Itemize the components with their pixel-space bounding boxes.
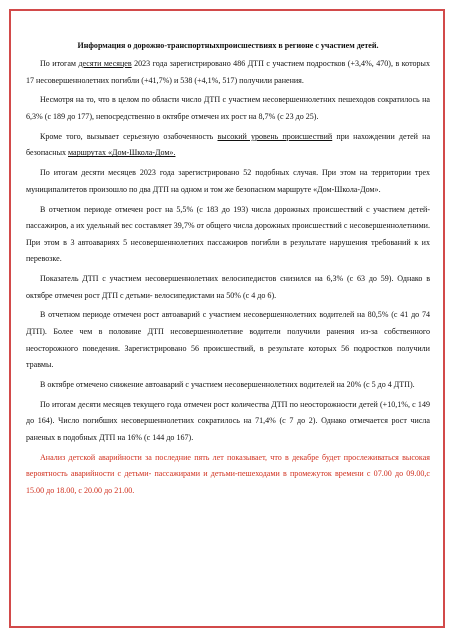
- paragraph-december-forecast: Анализ детской аварийности за последние пять лет показывает, что в декабре будет прослеживаться высокая вероятность аварийности с детьми- пассажирами и детьми-пешеходами в промежуток времени с 07.00 до 09.00,с 15.00 до 18.00, с 20.00 до 21.00.: [26, 452, 430, 495]
- p1-text-a: По итогам: [40, 59, 79, 68]
- paragraph-route-incidents: По итогам десяти месяцев 2023 года зарегистрировано 52 подобных случая. При этом на территории трех муниципалитетов произошло по два ДТП на одном и том же безопасном маршруте «Дом-Школа-Дом».: [26, 168, 430, 194]
- p1-underlined: десяти месяцев: [78, 59, 132, 68]
- paragraph-ten-months-summary: [26, 56, 430, 89]
- p3-text-b: при нахождении детей на безопасных: [26, 131, 431, 158]
- document-title: Информация о дорожно-транспортныхпроисшествиях в регионе с участием детей.: [77, 41, 379, 50]
- document-body: [26, 38, 430, 503]
- paragraph-minor-drivers: В отчетном периоде отмечен рост автоаварий с участием несовершеннолетних водителей на 80,5% (с 41 до 74 ДТП). Более чем в половине ДТП несовершеннолетние водители получили ранения из-за собственного неосторожного поведения. Зарегистрировано 56 происшествий, в результате которых 56 подростков получили травмы.: [26, 310, 430, 370]
- paragraph-passengers: В отчетном периоде отмечен рост на 5,5% (с 183 до 193) числа дорожных происшествий с участием детей-пассажиров, а их удельный вес составляет 39,7% от общего числа дорожных происшествий с несовершеннолетними. При этом в 3 автоавариях 5 несовершеннолетних пассажиров погибли в результате нарушения требований к их перевозке.: [26, 204, 430, 264]
- p3-text-a: Кроме того, вызывает серьезную озабоченность: [40, 131, 218, 141]
- p3-underlined-1: высокий уровень происшествий: [217, 131, 333, 141]
- paragraph-child-carelessness: По итогам десяти месяцев текущего года отмечен рост количества ДТП по неосторожности детей (+10,1%, с 149 до 164). Число погибших несовершеннолетних сократилось на 71,4% (с 7 до 2). Однако отмечается рост числа раненых в подобных ДТП на 16% (с 144 до 167).: [26, 399, 430, 442]
- paragraph-pedestrians: Несмотря на то, что в целом по области число ДТП с участием несовершеннолетних пешеходов сократилось на 6,3% (с 189 до 177), непосредственно в октябре отмечен их рост на 8,7% (с 23 до 25).: [26, 95, 430, 121]
- paragraph-cyclists: Показатель ДТП с участием несовершеннолетних велосипедистов снизился на 6,3% (с 63 до 59). Однако в октябре отмечен рост ДТП с детьми- велосипедистами на 50% (с 4 до 6).: [26, 274, 430, 300]
- p3-underlined-2: маршрутах «Дом-Школа-Дом».: [68, 148, 176, 158]
- p1-text-b: 2023 года зарегистрировано 486 ДТП с участием подростков (+3,4%, 470), в которых 17 несовершеннолетних погибли (+41,7%) и 538 (+4,1%, 517) получили ранения.: [26, 59, 430, 85]
- paragraph-safe-routes: [26, 129, 430, 162]
- paragraph-october-drivers: В октябре отмечено снижение автоаварий с участием несовершеннолетних водителей на 20% (с 5 до 4 ДТП).: [40, 380, 415, 389]
